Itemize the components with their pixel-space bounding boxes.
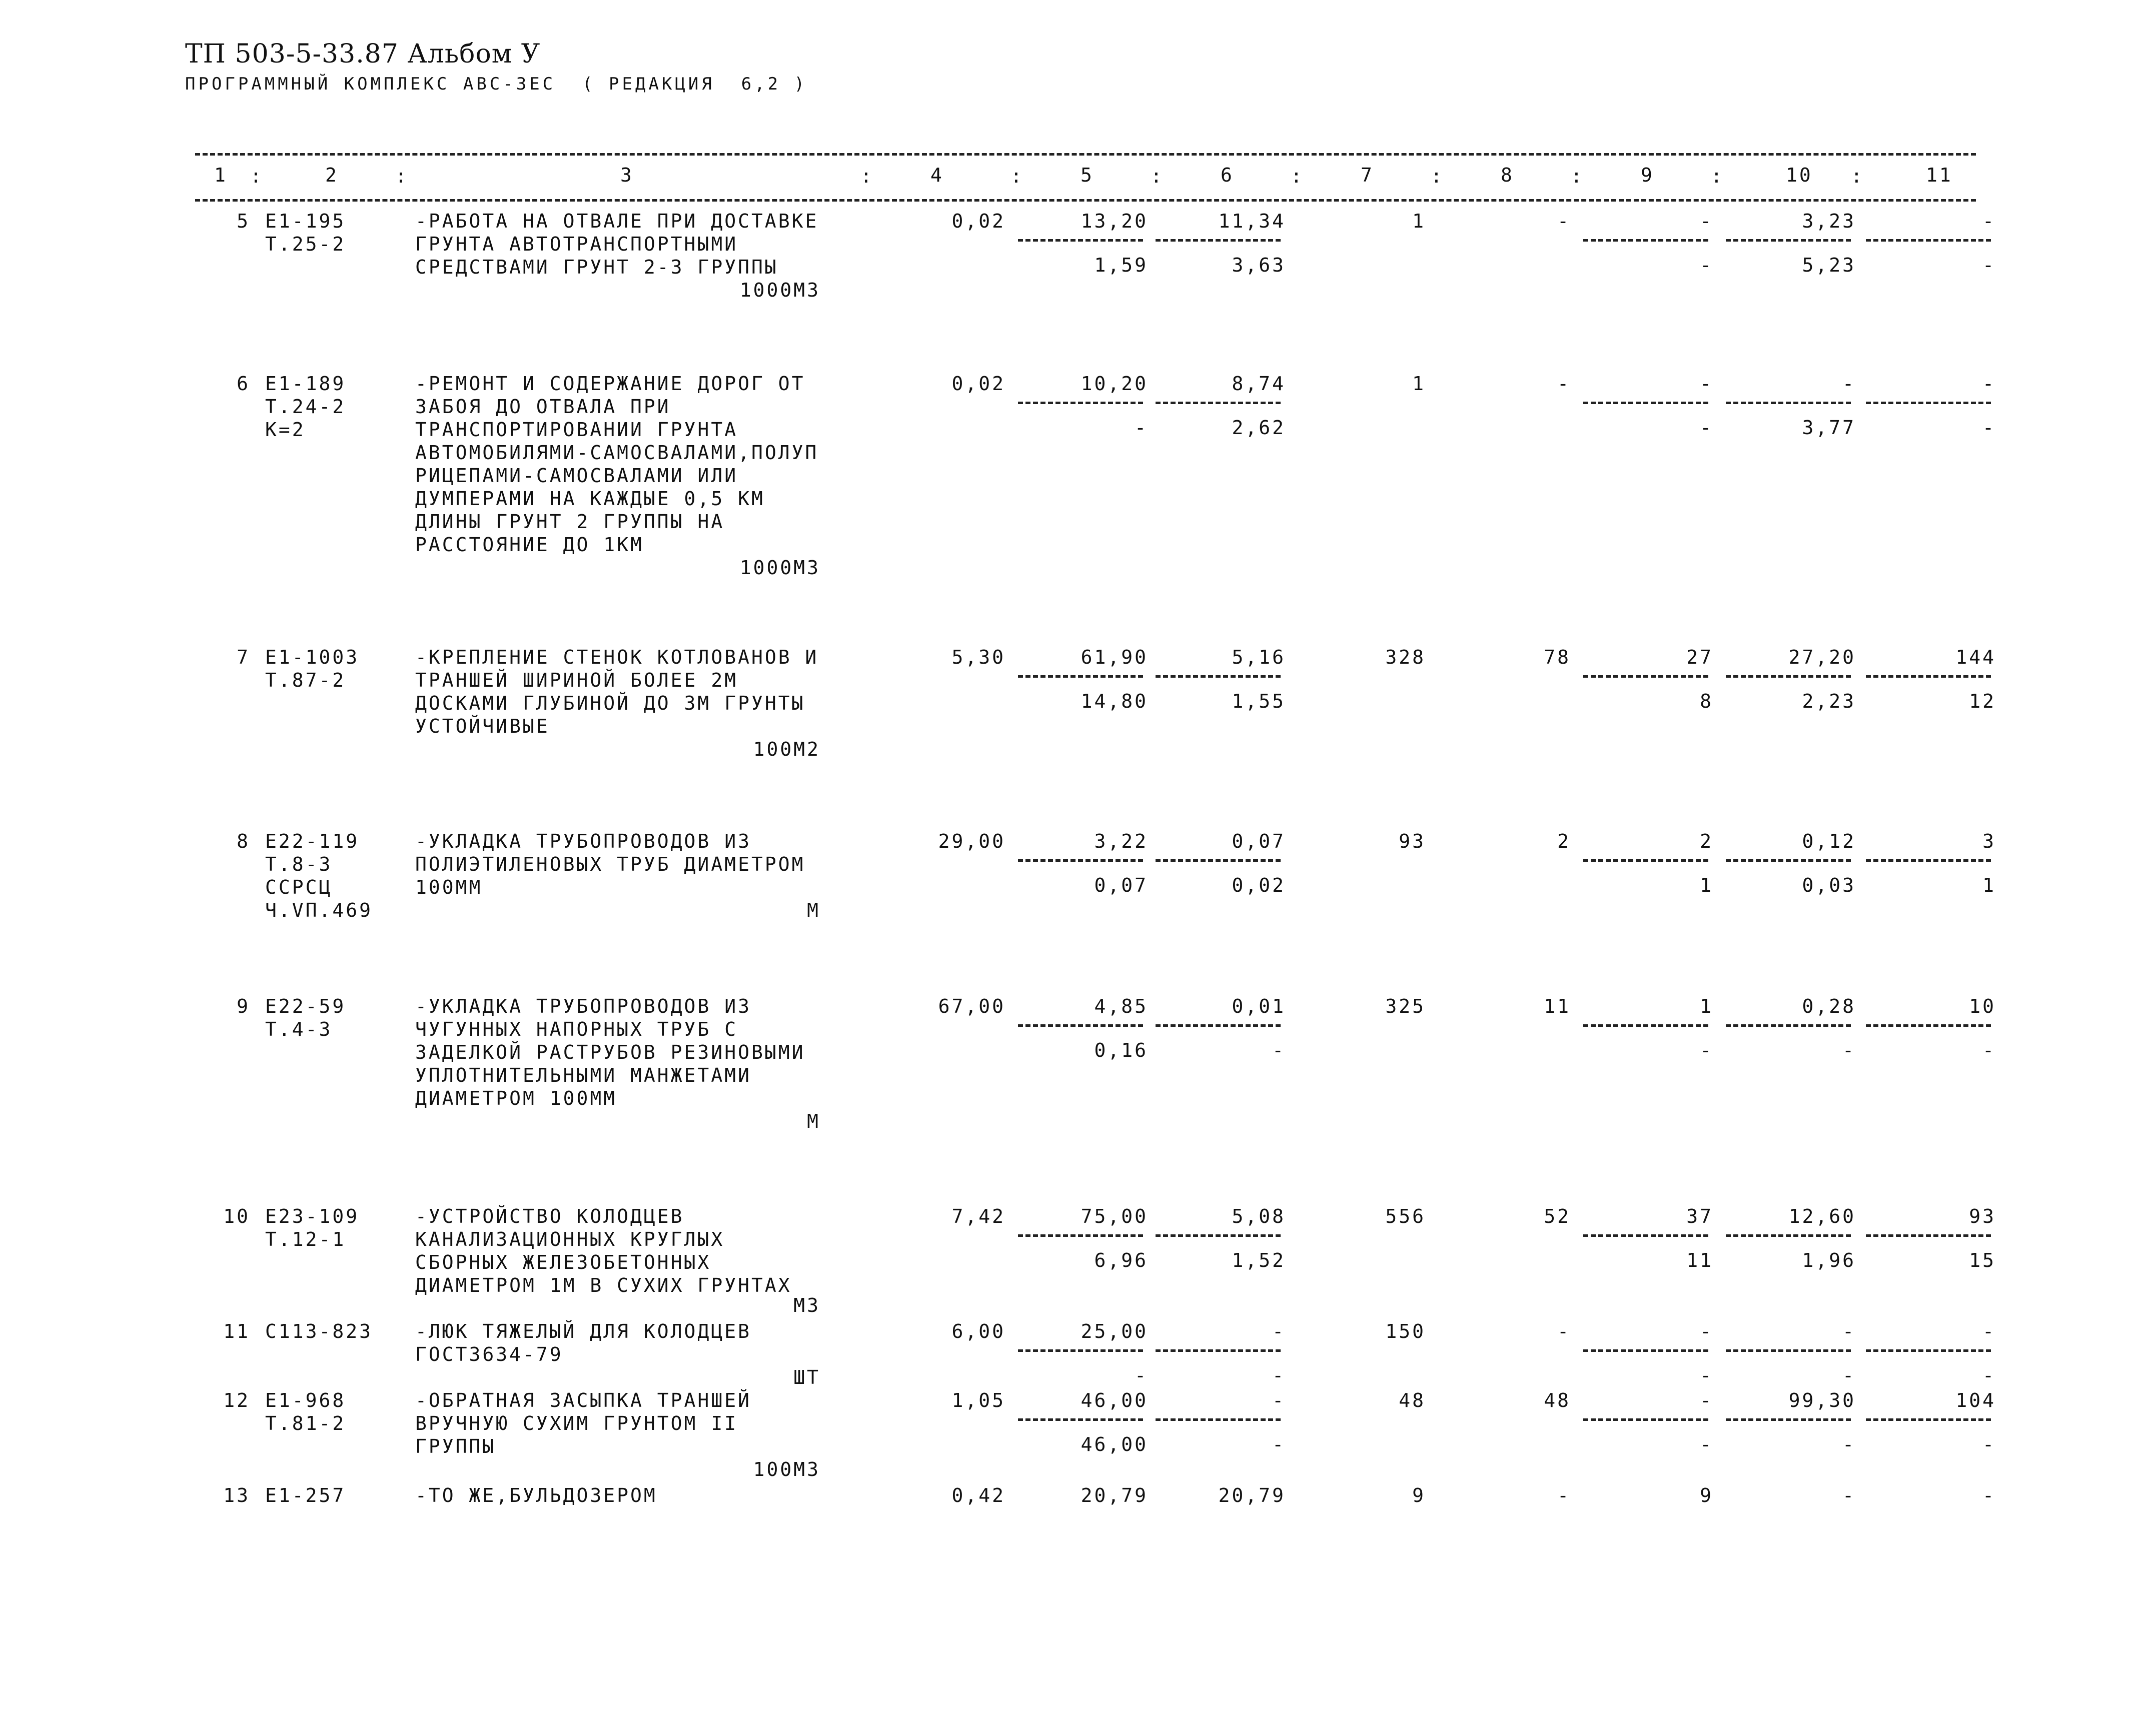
cell-c11-top: - — [1982, 210, 1996, 232]
row-code: Е1-257 — [265, 1484, 346, 1506]
cell-c10-top: - — [1842, 1320, 1856, 1342]
row-unit: М — [807, 1110, 820, 1132]
cell-c10-top: 12,60 — [1788, 1205, 1856, 1227]
cell-c9-top: 37 — [1686, 1205, 1713, 1227]
column-header-7: 7 — [1361, 164, 1374, 186]
cell-col-8: - — [1557, 210, 1571, 232]
cell-fraction-rule — [1156, 239, 1281, 242]
row-code: Е1-189 — [265, 373, 346, 395]
cell-col-4: 6,00 — [951, 1320, 1005, 1342]
cell-c9-top: 2 — [1700, 830, 1713, 852]
column-separator: : — [250, 165, 264, 187]
cell-c6-bottom: 0,02 — [1232, 874, 1286, 896]
cell-c5-top: 75,00 — [1081, 1205, 1148, 1227]
row-number: 9 — [237, 995, 250, 1017]
column-separator: : — [1851, 165, 1864, 187]
row-number: 8 — [237, 830, 250, 852]
row-code: Е22-119 — [265, 830, 360, 852]
row-unit: 1000М3 — [739, 557, 820, 579]
cell-c10-bottom: 1,96 — [1802, 1249, 1856, 1271]
cell-c6-bottom: - — [1272, 1433, 1286, 1455]
cell-c10-top: 0,28 — [1802, 995, 1856, 1017]
cell-fraction-rule — [1726, 1349, 1851, 1352]
cell-c10-bottom: 0,03 — [1802, 874, 1856, 896]
cell-c9-bottom: 1 — [1700, 874, 1713, 896]
column-header-1: 1 — [214, 164, 228, 186]
cell-c9-top: 1 — [1700, 995, 1713, 1017]
cell-fraction-rule — [1018, 1349, 1143, 1352]
cell-fraction-rule — [1583, 1024, 1708, 1027]
row-unit: М — [807, 899, 820, 921]
column-header-11: 11 — [1926, 164, 1953, 186]
cell-c6-top: 5,16 — [1232, 646, 1286, 668]
cell-c10-top: 99,30 — [1788, 1389, 1856, 1411]
cell-c9-bottom: 11 — [1686, 1249, 1713, 1271]
row-code: Е1-968 — [265, 1389, 346, 1411]
row-number: 5 — [237, 210, 250, 232]
cell-c6-bottom: 1,52 — [1232, 1249, 1286, 1271]
cell-fraction-rule — [1018, 1024, 1143, 1027]
cell-fraction-rule — [1583, 675, 1708, 678]
cell-c6-top: 0,01 — [1232, 995, 1286, 1017]
row-code: Е22-59 — [265, 995, 346, 1017]
cell-col-8: - — [1557, 1484, 1571, 1506]
row-description: -УКЛАДКА ТРУБОПРОВОДОВ ИЗ — [415, 995, 751, 1017]
cell-col-4: 0,02 — [951, 210, 1005, 232]
header-top-rule — [195, 153, 1976, 156]
cell-fraction-rule — [1726, 859, 1851, 862]
row-description: СБОРНЫХ ЖЕЛЕЗОБЕТОННЫХ — [415, 1251, 711, 1273]
cell-c10-top: - — [1842, 373, 1856, 395]
cell-fraction-rule — [1866, 402, 1991, 404]
cell-fraction-rule — [1156, 402, 1281, 404]
cell-c5-top: 46,00 — [1081, 1389, 1148, 1411]
column-header-4: 4 — [930, 164, 944, 186]
cell-fraction-rule — [1156, 1024, 1281, 1027]
row-code: С113-823 — [265, 1320, 373, 1342]
cell-col-8: - — [1557, 1320, 1571, 1342]
cell-fraction-rule — [1583, 1234, 1708, 1237]
cell-c5-bottom: 14,80 — [1081, 690, 1148, 712]
cell-c10-bottom: - — [1842, 1039, 1856, 1061]
cell-c11-bottom: 1 — [1982, 874, 1996, 896]
cell-fraction-rule — [1866, 1418, 1991, 1421]
cell-col-4: 5,30 — [951, 646, 1005, 668]
cell-c6-bottom: 3,63 — [1232, 254, 1286, 276]
row-description: ЗАБОЯ ДО ОТВАЛА ПРИ — [415, 396, 671, 418]
cell-col-8: 78 — [1544, 646, 1571, 668]
row-unit: ШТ — [793, 1366, 820, 1388]
row-description: ДИАМЕТРОМ 100ММ — [415, 1087, 617, 1109]
column-separator: : — [1711, 165, 1724, 187]
row-description: -ТО ЖЕ,БУЛЬДОЗЕРОМ — [415, 1484, 657, 1506]
cell-c5-top: 61,90 — [1081, 646, 1148, 668]
cell-col-7: 93 — [1399, 830, 1426, 852]
cell-fraction-rule — [1583, 402, 1708, 404]
cell-c5-bottom: - — [1135, 1364, 1148, 1386]
row-description: КАНАЛИЗАЦИОННЫХ КРУГЛЫХ — [415, 1228, 725, 1250]
row-code: Т.12-1 — [265, 1228, 346, 1250]
cell-c11-bottom: - — [1982, 1433, 1996, 1455]
cell-c11-bottom: - — [1982, 1039, 1996, 1061]
cell-fraction-rule — [1866, 859, 1991, 862]
cell-fraction-rule — [1726, 675, 1851, 678]
cell-col-4: 67,00 — [938, 995, 1005, 1017]
cell-c9-top: - — [1700, 210, 1713, 232]
document-title: ТП 503-5-33.87 Альбом У — [185, 39, 541, 69]
row-code: Т.24-2 — [265, 396, 346, 418]
cell-c10-top: 0,12 — [1802, 830, 1856, 852]
cell-c5-top: 4,85 — [1094, 995, 1148, 1017]
row-code: Е1-1003 — [265, 646, 360, 668]
row-description: ЧУГУННЫХ НАПОРНЫХ ТРУБ С — [415, 1018, 738, 1040]
cell-c10-bottom: - — [1842, 1433, 1856, 1455]
row-description: ГРУНТА АВТОТРАНСПОРТНЫМИ — [415, 233, 738, 255]
row-description: ПОЛИЭТИЛЕНОВЫХ ТРУБ ДИАМЕТРОМ — [415, 853, 805, 875]
header-bottom-rule — [195, 199, 1976, 202]
row-description: РИЦЕПАМИ-САМОСВАЛАМИ ИЛИ — [415, 465, 738, 487]
cell-c10-top: - — [1842, 1484, 1856, 1506]
column-separator: : — [1431, 165, 1444, 187]
cell-col-7: 150 — [1385, 1320, 1426, 1342]
row-description: АВТОМОБИЛЯМИ-САМОСВАЛАМИ,ПОЛУП — [415, 442, 819, 464]
cell-c11-top: 10 — [1969, 995, 1996, 1017]
cell-c6-bottom: 1,55 — [1232, 690, 1286, 712]
cell-c10-top: 27,20 — [1788, 646, 1856, 668]
cell-c5-top: 13,20 — [1081, 210, 1148, 232]
cell-c11-top: - — [1982, 1320, 1996, 1342]
cell-col-7: 48 — [1399, 1389, 1426, 1411]
cell-fraction-rule — [1726, 1418, 1851, 1421]
cell-c5-top: 3,22 — [1094, 830, 1148, 852]
cell-col-8: 2 — [1557, 830, 1571, 852]
cell-c10-bottom: - — [1842, 1364, 1856, 1386]
row-code: К=2 — [265, 419, 306, 441]
cell-c11-top: 93 — [1969, 1205, 1996, 1227]
cell-col-7: 1 — [1412, 373, 1426, 395]
cell-col-7: 325 — [1385, 995, 1426, 1017]
column-separator: : — [1010, 165, 1024, 187]
cell-fraction-rule — [1156, 1349, 1281, 1352]
cell-c6-bottom: - — [1272, 1039, 1286, 1061]
cell-fraction-rule — [1583, 1418, 1708, 1421]
row-code: ССРСЦ — [265, 876, 333, 898]
column-separator: : — [1291, 165, 1304, 187]
row-description: -ОБРАТНАЯ ЗАСЫПКА ТРАНШЕЙ — [415, 1389, 751, 1411]
cell-c6-top: 11,34 — [1218, 210, 1286, 232]
cell-c9-bottom: - — [1700, 1433, 1713, 1455]
document-subtitle: ПРОГРАММНЫЙ КОМПЛЕКС АВС-3ЕС ( РЕДАКЦИЯ 6,2 ) — [185, 74, 808, 94]
column-separator: : — [860, 165, 874, 187]
cell-fraction-rule — [1156, 675, 1281, 678]
row-number: 10 — [223, 1205, 250, 1227]
cell-fraction-rule — [1018, 1418, 1143, 1421]
column-header-2: 2 — [325, 164, 339, 186]
row-description: УСТОЙЧИВЫЕ — [415, 715, 550, 737]
cell-c11-top: 144 — [1955, 646, 1996, 668]
cell-c5-bottom: 6,96 — [1094, 1249, 1148, 1271]
row-description: ГОСТ3634-79 — [415, 1343, 563, 1365]
cell-c11-bottom: - — [1982, 1364, 1996, 1386]
cell-c5-bottom: 0,16 — [1094, 1039, 1148, 1061]
cell-c9-top: - — [1700, 373, 1713, 395]
column-header-9: 9 — [1641, 164, 1654, 186]
cell-fraction-rule — [1866, 1349, 1991, 1352]
cell-c5-bottom: 46,00 — [1081, 1433, 1148, 1455]
cell-fraction-rule — [1156, 1234, 1281, 1237]
row-description: ЗАДЕЛКОЙ РАСТРУБОВ РЕЗИНОВЫМИ — [415, 1041, 805, 1063]
column-header-10: 10 — [1786, 164, 1813, 186]
cell-c6-top: 8,74 — [1232, 373, 1286, 395]
column-header-5: 5 — [1081, 164, 1094, 186]
cell-c10-top: 3,23 — [1802, 210, 1856, 232]
cell-fraction-rule — [1018, 1234, 1143, 1237]
cell-c11-top: - — [1982, 1484, 1996, 1506]
cell-col-4: 0,42 — [951, 1484, 1005, 1506]
cell-c10-bottom: 2,23 — [1802, 690, 1856, 712]
row-description: ТРАНСПОРТИРОВАНИИ ГРУНТА — [415, 419, 738, 441]
cell-c9-bottom: - — [1700, 1039, 1713, 1061]
column-separator: : — [395, 165, 409, 187]
cell-c11-top: 3 — [1982, 830, 1996, 852]
cell-c9-bottom: - — [1700, 254, 1713, 276]
cell-col-7: 328 — [1385, 646, 1426, 668]
row-description: ДОСКАМИ ГЛУБИНОЙ ДО 3М ГРУНТЫ — [415, 692, 805, 714]
row-number: 7 — [237, 646, 250, 668]
column-separator: : — [1151, 165, 1164, 187]
row-unit: 1000М3 — [739, 279, 820, 301]
row-unit: 100М2 — [753, 738, 820, 760]
row-code: Е23-109 — [265, 1205, 360, 1227]
cell-c9-top: - — [1700, 1320, 1713, 1342]
row-description: ДИАМЕТРОМ 1М В СУХИХ ГРУНТАХ — [415, 1274, 792, 1296]
cell-fraction-rule — [1866, 675, 1991, 678]
cell-fraction-rule — [1018, 239, 1143, 242]
cell-col-8: - — [1557, 373, 1571, 395]
column-separator: : — [1571, 165, 1584, 187]
cell-fraction-rule — [1156, 1418, 1281, 1421]
cell-c5-bottom: 0,07 — [1094, 874, 1148, 896]
cell-col-8: 48 — [1544, 1389, 1571, 1411]
cell-col-4: 1,05 — [951, 1389, 1005, 1411]
row-code: Т.4-3 — [265, 1018, 333, 1040]
cell-c10-bottom: 3,77 — [1802, 417, 1856, 439]
cell-fraction-rule — [1583, 1349, 1708, 1352]
cell-fraction-rule — [1726, 1024, 1851, 1027]
cell-c11-bottom: - — [1982, 417, 1996, 439]
cell-fraction-rule — [1726, 1234, 1851, 1237]
cell-col-4: 7,42 — [951, 1205, 1005, 1227]
row-description: -ЛЮК ТЯЖЕЛЫЙ ДЛЯ КОЛОДЦЕВ — [415, 1320, 751, 1342]
row-description: -УСТРОЙСТВО КОЛОДЦЕВ — [415, 1205, 684, 1227]
row-code: Е1-195 — [265, 210, 346, 232]
row-code: Т.25-2 — [265, 233, 346, 255]
row-code: Т.81-2 — [265, 1412, 346, 1434]
cell-c11-bottom: 12 — [1969, 690, 1996, 712]
row-description: ДУМПЕРАМИ НА КАЖДЫЕ 0,5 КМ — [415, 488, 765, 510]
cell-fraction-rule — [1018, 675, 1143, 678]
row-description: СРЕДСТВАМИ ГРУНТ 2-3 ГРУППЫ — [415, 256, 778, 278]
row-number: 12 — [223, 1389, 250, 1411]
cell-c6-top: - — [1272, 1389, 1286, 1411]
row-description: -РАБОТА НА ОТВАЛЕ ПРИ ДОСТАВКЕ — [415, 210, 819, 232]
cell-fraction-rule — [1018, 402, 1143, 404]
cell-c5-top: 25,00 — [1081, 1320, 1148, 1342]
cell-c9-bottom: 8 — [1700, 690, 1713, 712]
cell-c6-bottom: - — [1272, 1364, 1286, 1386]
row-code: Т.8-3 — [265, 853, 333, 875]
cell-fraction-rule — [1726, 402, 1851, 404]
cell-c10-bottom: 5,23 — [1802, 254, 1856, 276]
cell-col-7: 9 — [1412, 1484, 1426, 1506]
cell-fraction-rule — [1726, 239, 1851, 242]
row-unit: 100М3 — [753, 1458, 820, 1480]
row-description: УПЛОТНИТЕЛЬНЫМИ МАНЖЕТАМИ — [415, 1064, 751, 1086]
cell-fraction-rule — [1866, 1234, 1991, 1237]
cell-col-7: 556 — [1385, 1205, 1426, 1227]
cell-c5-top: 10,20 — [1081, 373, 1148, 395]
row-description: РАССТОЯНИЕ ДО 1КМ — [415, 534, 644, 556]
cell-c6-top: 20,79 — [1218, 1484, 1286, 1506]
cell-fraction-rule — [1583, 859, 1708, 862]
cell-c9-top: - — [1700, 1389, 1713, 1411]
cell-c6-top: - — [1272, 1320, 1286, 1342]
cell-c9-top: 27 — [1686, 646, 1713, 668]
row-description: ДЛИНЫ ГРУНТ 2 ГРУППЫ НА — [415, 511, 725, 533]
cell-c5-top: 20,79 — [1081, 1484, 1148, 1506]
row-code: Ч.VП.469 — [265, 899, 373, 921]
cell-c11-top: - — [1982, 373, 1996, 395]
row-description: -УКЛАДКА ТРУБОПРОВОДОВ ИЗ — [415, 830, 751, 852]
row-number: 13 — [223, 1484, 250, 1506]
row-number: 6 — [237, 373, 250, 395]
cell-col-7: 1 — [1412, 210, 1426, 232]
cell-fraction-rule — [1866, 239, 1991, 242]
cell-c9-bottom: - — [1700, 1364, 1713, 1386]
row-number: 11 — [223, 1320, 250, 1342]
cell-c6-top: 5,08 — [1232, 1205, 1286, 1227]
row-unit: М3 — [793, 1294, 820, 1316]
row-description: 100ММ — [415, 876, 483, 898]
cell-c5-bottom: - — [1135, 417, 1148, 439]
cell-c9-bottom: - — [1700, 417, 1713, 439]
row-description: -РЕМОНТ И СОДЕРЖАНИЕ ДОРОГ ОТ — [415, 373, 805, 395]
cell-fraction-rule — [1018, 859, 1143, 862]
cell-c11-top: 104 — [1955, 1389, 1996, 1411]
cell-c11-bottom: 15 — [1969, 1249, 1996, 1271]
cell-fraction-rule — [1156, 859, 1281, 862]
cell-col-8: 52 — [1544, 1205, 1571, 1227]
cell-col-8: 11 — [1544, 995, 1571, 1017]
row-description: ГРУППЫ — [415, 1435, 496, 1457]
cell-fraction-rule — [1866, 1024, 1991, 1027]
cell-fraction-rule — [1583, 239, 1708, 242]
cell-c6-bottom: 2,62 — [1232, 417, 1286, 439]
cell-c6-top: 0,07 — [1232, 830, 1286, 852]
cell-c5-bottom: 1,59 — [1094, 254, 1148, 276]
column-header-6: 6 — [1221, 164, 1234, 186]
row-code: Т.87-2 — [265, 669, 346, 691]
cell-col-4: 29,00 — [938, 830, 1005, 852]
row-description: -КРЕПЛЕНИЕ СТЕНОК КОТЛОВАНОВ И — [415, 646, 819, 668]
column-header-8: 8 — [1501, 164, 1514, 186]
cell-col-4: 0,02 — [951, 373, 1005, 395]
cell-c9-top: 9 — [1700, 1484, 1713, 1506]
cell-c11-bottom: - — [1982, 254, 1996, 276]
row-description: ВРУЧНУЮ СУХИМ ГРУНТОМ II — [415, 1412, 738, 1434]
column-header-3: 3 — [620, 164, 634, 186]
row-description: ТРАНШЕЙ ШИРИНОЙ БОЛЕЕ 2М — [415, 669, 738, 691]
